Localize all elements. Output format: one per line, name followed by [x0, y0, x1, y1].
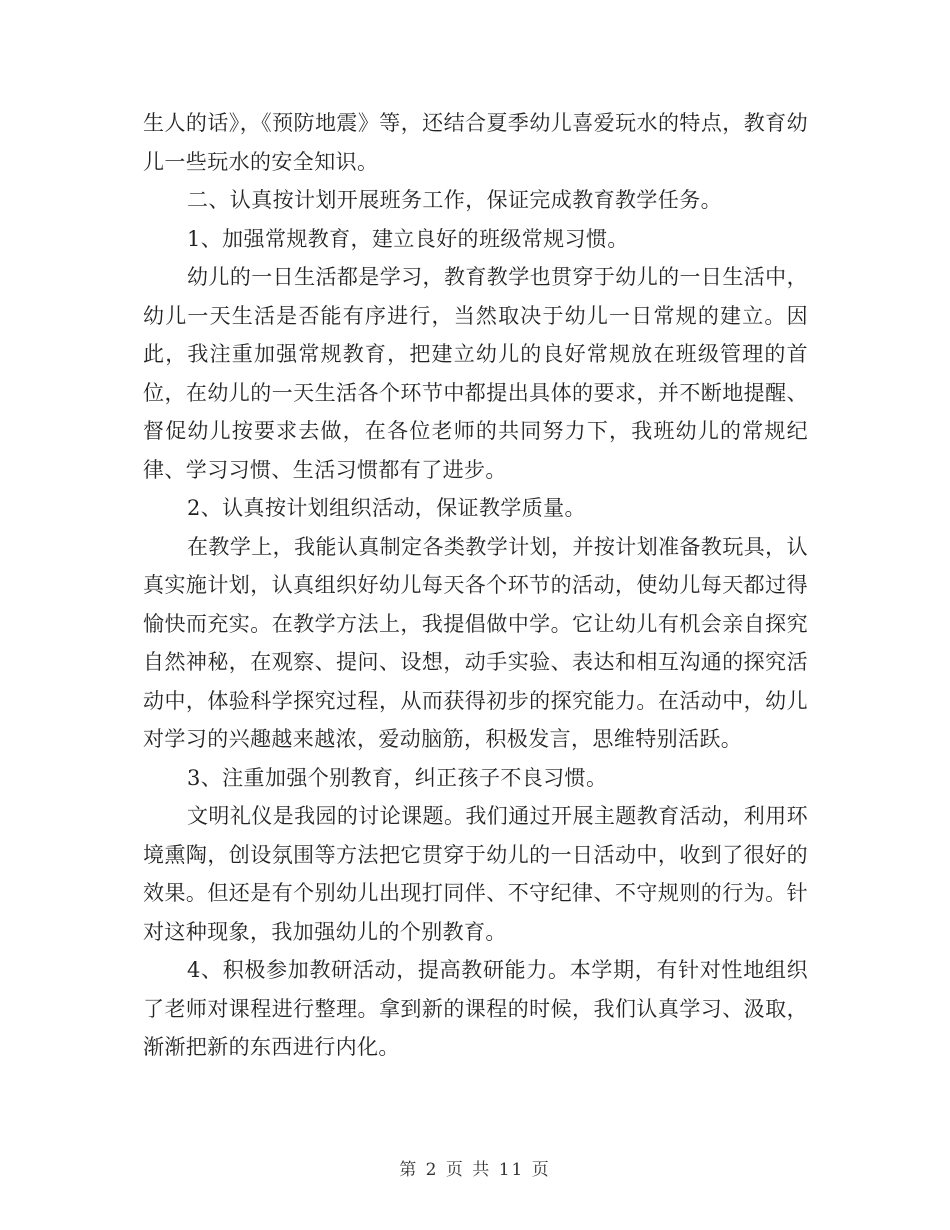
paragraph-individual-education: 文明礼仪是我园的讨论课题。我们通过开展主题教育活动，利用环境熏陶，创设氛围等方法把它贯穿于幼儿的一日活动中，收到了很好的效果。但还是有个别幼儿出现打同伴、不守纪律、不守规则的行为。针对这种现象，我加强幼儿的个别教育。 [143, 804, 808, 944]
subheading-2: 2、认真按计划组织活动，保证教学质量。 [187, 496, 586, 520]
paragraph-routine-education: 幼儿的一日生活都是学习，教育教学也贯穿于幼儿的一日生活中，幼儿一天生活是否能有序进行，当然取决于幼儿一日常规的建立。因此，我注重加强常规教育，把建立幼儿的良好常规放在班级管理的首位，在幼儿的一天生活各个环节中都提出具体的要求，并不断地提醒、督促幼儿按要求去做，在各位老师的共同努力下，我班幼儿的常规纪律、学习习惯、生活习惯都有了进步。 [143, 265, 808, 482]
subheading-1: 1、加强常规教育，建立良好的班级常规习惯。 [187, 226, 629, 251]
page-number-footer: 第 2 页 共 11 页 [399, 1160, 551, 1180]
document-body [143, 104, 808, 1067]
subheading-3: 3、注重加强个别教育，纠正孩子不良习惯。 [187, 765, 608, 790]
paragraph-continuation: 生人的话》，《预防地震》等，还结合夏季幼儿喜爱玩水的特点，教育幼儿一些玩水的安全知识。 [143, 111, 808, 174]
section-heading-2: 二、认真按计划开展班务工作，保证完成教育教学任务。 [187, 188, 722, 212]
paragraph-teaching-research: 4、积极参加教研活动，提高教研能力。本学期，有针对性地组织了老师对课程进行整理。拿到新的课程的时候，我们认真学习、汲取，渐渐把新的东西进行内化。 [143, 958, 808, 1059]
paragraph-teaching-quality: 在教学上，我能认真制定各类教学计划，并按计划准备教玩具，认真实施计划，认真组织好幼儿每天各个环节的活动，使幼儿每天都过得愉快而充实。在教学方法上，我提倡做中学。它让幼儿有机会亲自探究自然神秘，在观察、提问、设想，动手实验、表达和相互沟通的探究活动中，体验科学探究过程，从而获得初步的探究能力。在活动中，幼儿对学习的兴趣越来越浓，爱动脑筋，积极发言，思维特别活跃。 [143, 534, 808, 751]
